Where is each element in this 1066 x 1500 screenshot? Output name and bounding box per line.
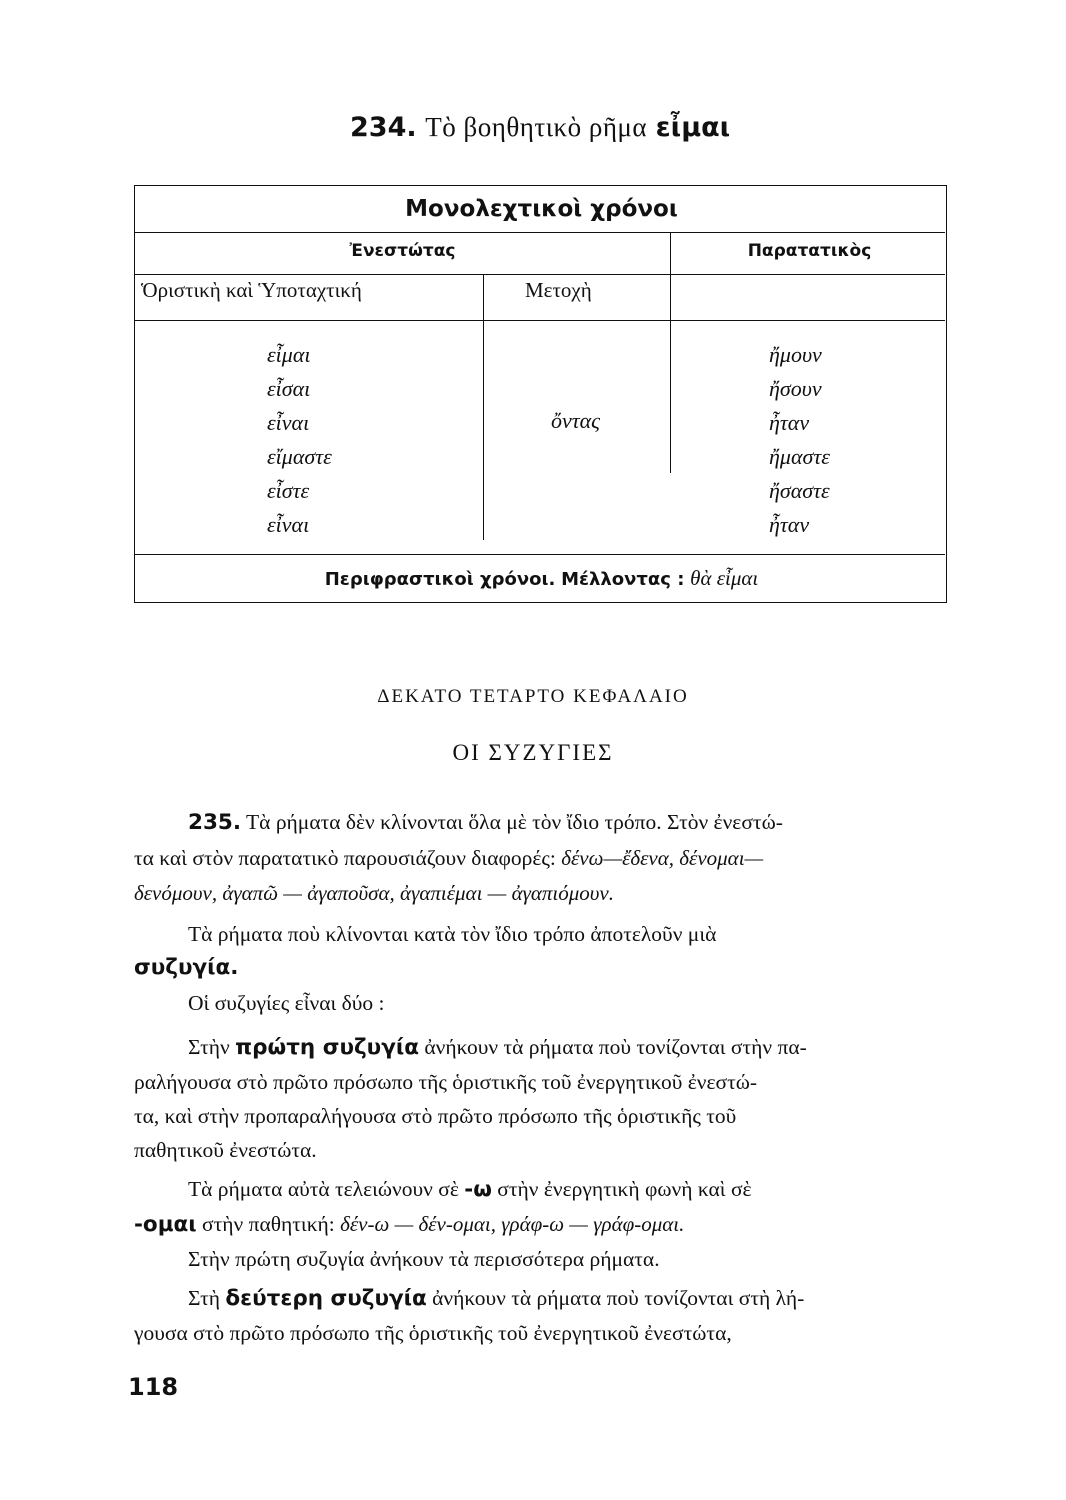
body-line	[134, 1212, 684, 1237]
body-line	[134, 1321, 732, 1346]
imperfect-form: ἤσαστε	[769, 478, 830, 503]
term-bold: συζυγία.	[134, 955, 239, 980]
imperfect-header: Παρατατικὸς	[747, 241, 872, 261]
text-span: τα καὶ στὸν παρατατικὸ παρουσιάζουν διαφορές:	[134, 846, 556, 870]
body-line	[188, 922, 716, 947]
participle-header: Μετοχὴ	[525, 278, 592, 302]
section-title: Τὸ βοηθητικὸ ρῆμα	[425, 112, 648, 142]
present-form: εἶσαι	[267, 376, 311, 401]
body-line	[134, 1104, 736, 1129]
imperfect-form: ἤμαστε	[769, 444, 830, 469]
term-bold: -ω	[464, 1177, 492, 1202]
body-line	[188, 810, 783, 835]
text-span: στὴν ἐνεργητικὴ φωνὴ καὶ σὲ	[497, 1177, 752, 1201]
table-rule	[135, 232, 945, 233]
body-line	[188, 1177, 752, 1202]
chapter-heading: ΔΕΚΑΤΟ ΤΕΤΑΡΤΟ ΚΕΦΑΛΑΙΟ	[377, 686, 689, 707]
chapter-subheading: ΟΙ ΣΥΖΥΓΙΕΣ	[452, 740, 614, 765]
body-line	[134, 846, 763, 871]
term-bold: πρώτη συζυγία	[235, 1035, 419, 1060]
table-rule	[135, 320, 945, 321]
present-form: εἶναι	[267, 410, 310, 435]
text-span: Οἱ συζυγίες εἶναι δύο :	[188, 991, 385, 1015]
text-span: Στὴν πρώτη συζυγία ἀνήκουν τὰ περισσότερα ρήματα.	[188, 1247, 660, 1271]
periphrastic-row	[135, 566, 948, 591]
present-form: εἴμαστε	[267, 444, 332, 469]
text-span: ραλήγουσα στὸ πρῶτο πρόσωπο τῆς ὁριστικῆς τοῦ ἐνεργητικοῦ ἐνεστώ-	[134, 1070, 758, 1094]
body-line	[134, 955, 238, 980]
text-span: Στὴ	[188, 1286, 221, 1310]
text-span: τα, καὶ στὴν προπαραλήγουσα στὸ πρῶτο πρόσωπο τῆς ὁριστικῆς τοῦ	[134, 1104, 737, 1128]
imperfect-form: ἤμουν	[769, 342, 822, 367]
section-verb: εἶμαι	[655, 112, 731, 143]
text-span: Τὰ ρήματα αὐτὰ τελειώνουν σὲ	[188, 1177, 459, 1201]
text-span: ἀνήκουν τὰ ρήματα ποὺ τονίζονται στὴν πα-	[424, 1035, 807, 1059]
table-divider	[670, 233, 671, 473]
periphrastic-label: Περιφραστικοὶ χρόνοι.	[324, 569, 556, 590]
conjugation-table	[134, 185, 947, 603]
present-header: Ἐνεστώτας	[349, 241, 456, 261]
imperfect-form: ἦταν	[769, 512, 810, 537]
body-line	[134, 881, 614, 906]
example-span: δέν-ω — δέν-ομαι, γράφ-ω — γράφ-ομαι.	[340, 1212, 685, 1236]
text-span: Τὰ ρήματα ποὺ κλίνονται κατὰ τὸν ἴδιο τρόπο ἀποτελοῦν μιὰ	[188, 922, 717, 946]
term-bold: -ομαι	[134, 1212, 197, 1237]
text-span: Στὴν	[188, 1035, 230, 1059]
body-line	[188, 1247, 660, 1272]
table-rule	[135, 554, 945, 555]
imperfect-form: ἤσουν	[769, 376, 822, 401]
text-span: Τὰ ρήματα δὲν κλίνονται ὅλα μὲ τὸν ἴδιο τρόπο. Στὸν ἐνεστώ-	[246, 810, 783, 834]
body-line	[134, 1070, 757, 1095]
present-form: εἶστε	[267, 478, 310, 503]
present-form: εἶμαι	[267, 342, 311, 367]
table-rule	[135, 274, 945, 275]
table-divider	[483, 275, 484, 540]
text-span: στὴν παθητική:	[202, 1212, 335, 1236]
moods-header: Ὁριστικὴ καὶ Ὑποταχτική	[141, 278, 362, 302]
participle-form: ὄντας	[551, 408, 601, 433]
section-number: 234.	[350, 112, 417, 143]
table-title: Μονολεχτικοὶ χρόνοι	[405, 196, 678, 222]
page-number: 118	[128, 1373, 179, 1401]
body-line	[134, 1138, 317, 1163]
section-number: 235.	[188, 810, 242, 835]
term-bold: δεύτερη συζυγία	[225, 1286, 427, 1311]
body-line	[188, 991, 385, 1016]
body-line	[188, 1035, 807, 1060]
example-span: δένω—ἔδενα, δένομαι—	[561, 846, 764, 870]
present-form: εἶναι	[267, 512, 310, 537]
body-line	[188, 1286, 804, 1311]
future-label: Μέλλοντας :	[561, 569, 685, 590]
section-234-heading	[350, 112, 730, 143]
future-form: θὰ εἶμαι	[690, 566, 759, 590]
example-span: δενόμουν, ἀγαπῶ — ἀγαποῦσα, ἀγαπιέμαι — ἀγαπιόμουν.	[134, 881, 615, 905]
text-span: γουσα στὸ πρῶτο πρόσωπο τῆς ὁριστικῆς τοῦ ἐνεργητικοῦ ἐνεστώτα,	[134, 1321, 732, 1345]
imperfect-form: ἦταν	[769, 410, 810, 435]
text-span: παθητικοῦ ἐνεστώτα.	[134, 1138, 317, 1162]
text-span: ἀνήκουν τὰ ρήματα ποὺ τονίζονται στὴ λή-	[432, 1286, 805, 1310]
